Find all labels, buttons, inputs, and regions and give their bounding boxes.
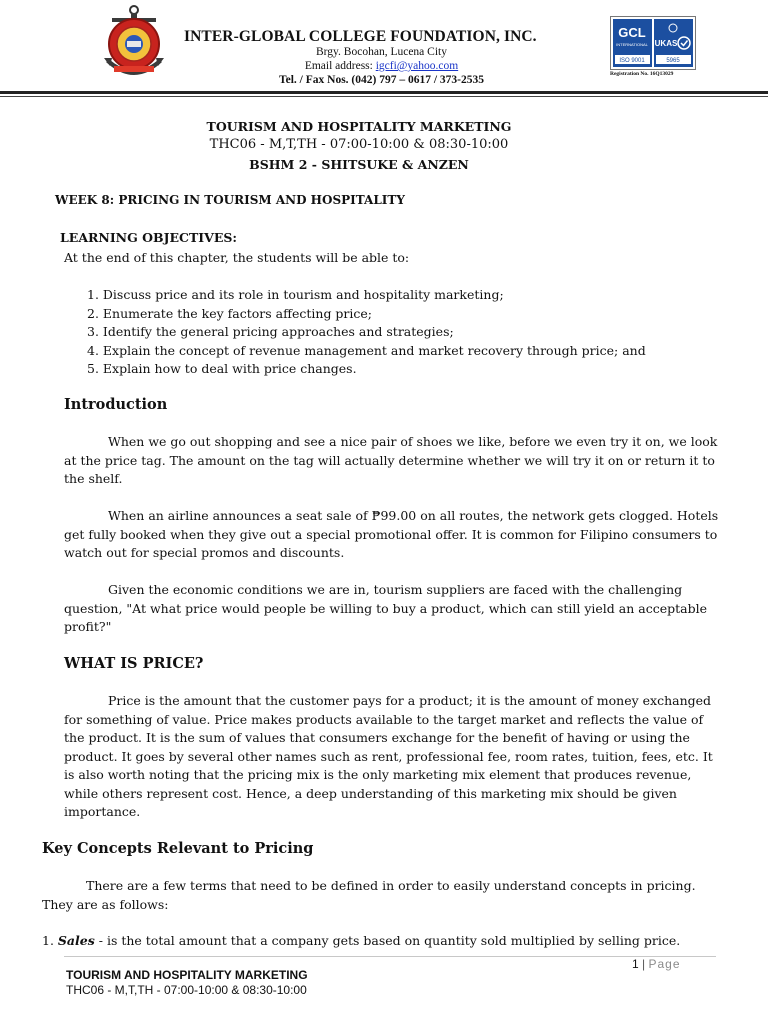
footer-title: TOURISM AND HOSPITALITY MARKETING [66,968,308,982]
email-line [184,59,579,73]
objective-item: 1. Discuss price and its role in tourism and hospitality marketing; [87,287,504,302]
college-contact [184,45,579,87]
page-number-value: 1 [632,957,639,971]
week-title: WEEK 8: PRICING IN TOURISM AND HOSPITALITY [55,193,405,207]
objective-item: 5. Explain how to deal with price changes. [87,361,357,376]
sales-text: - is the total amount that a company gets based on quantity sold multiplied by selling price. [94,933,681,948]
header-divider-thick [0,91,768,94]
page-number [632,957,681,971]
phone-line: Tel. / Fax Nos. (042) 797 – 0617 / 373-2535 [279,74,484,86]
price-definition-paragraph: Price is the amount that the customer pays for a product; it is the amount of money exchanged for something of value. Price makes products available to the target market and reflects the value of the product. It is the sum of values that consumers exchange for the benefit of having or using the product. It goes by several other names such as rent, professional fee, room rates, tuition, fees, etc. It is also worth noting that the pricing mix is the only marketing mix element that produces revenue, while others represent cost. Hence, a deep understanding of this marketing mix should be given importance. [64,693,713,819]
page-label: Page [648,957,681,971]
header-divider-thin [0,96,768,97]
key-concepts-paragraph: There are a few terms that need to be defined in order to easily understand concepts in pricing. They are as follows: [42,878,696,912]
gcl-text: GCL [618,25,646,40]
page-separator: | [638,957,649,971]
course-section: BSHM 2 - SHITSUKE & ANZEN [249,157,469,172]
course-title: TOURISM AND HOSPITALITY MARKETING [206,119,512,134]
introduction-paragraph: When we go out shopping and see a nice pair of shoes we like, before we even try it on, we look at the price tag. The amount on the tag will actually determine whether we will try it on or return it to the shelf. [64,434,718,486]
gcl-intl-text: INTERNATIONAL [616,42,648,47]
email-label: Email address: [304,60,373,72]
introduction-paragraph: When an airline announces a seat sale of ₱99.00 on all routes, the network gets clogged. Hotels get fully booked when they give out a special promotional offer. It is common for Filipino consumers to watch out for special promos and discounts. [64,508,719,560]
sales-number: 1. [42,933,58,948]
introduction-paragraph: Given the economic conditions we are in, tourism suppliers are faced with the challenging question, "At what price would people be willing to buy a product, which can still yield an acceptable profit?" [64,582,707,634]
objectives-intro: At the end of this chapter, the students will be able to: [64,250,410,265]
footer-divider [64,956,716,957]
what-is-price-heading: WHAT IS PRICE? [64,655,204,672]
college-seal-logo [100,4,168,86]
objectives-heading: LEARNING OBJECTIVES: [60,230,237,245]
registration-number: Registration No. 16Q13029 [610,71,674,77]
key-concepts-heading: Key Concepts Relevant to Pricing [42,840,314,857]
objective-item: 4. Explain the concept of revenue management and market recovery through price; and [87,342,646,358]
objective-item: 3. Identify the general pricing approaches and strategies; [87,324,454,339]
introduction-heading: Introduction [64,396,168,413]
email-link[interactable]: igcfi@yahoo.com [375,60,459,72]
course-schedule: THC06 - M,T,TH - 07:00-10:00 & 08:30-10:00 [209,137,509,152]
sales-term: Sales [57,933,95,948]
footer-schedule: THC06 - M,T,TH - 07:00-10:00 & 08:30-10:00 [66,983,307,997]
certification-logo [610,16,696,70]
ukas-text: UKAS [654,39,678,48]
college-name: INTER-GLOBAL COLLEGE FOUNDATION, INC. [184,28,537,45]
objective-item: 2. Enumerate the key factors affecting price; [87,305,373,321]
sales-definition [42,933,680,948]
objectives-list [87,286,646,379]
iso-text: ISO 9001 [619,58,645,64]
college-address: Brgy. Bocohan, Lucena City [316,46,447,58]
cert-number: 5965 [666,58,680,64]
